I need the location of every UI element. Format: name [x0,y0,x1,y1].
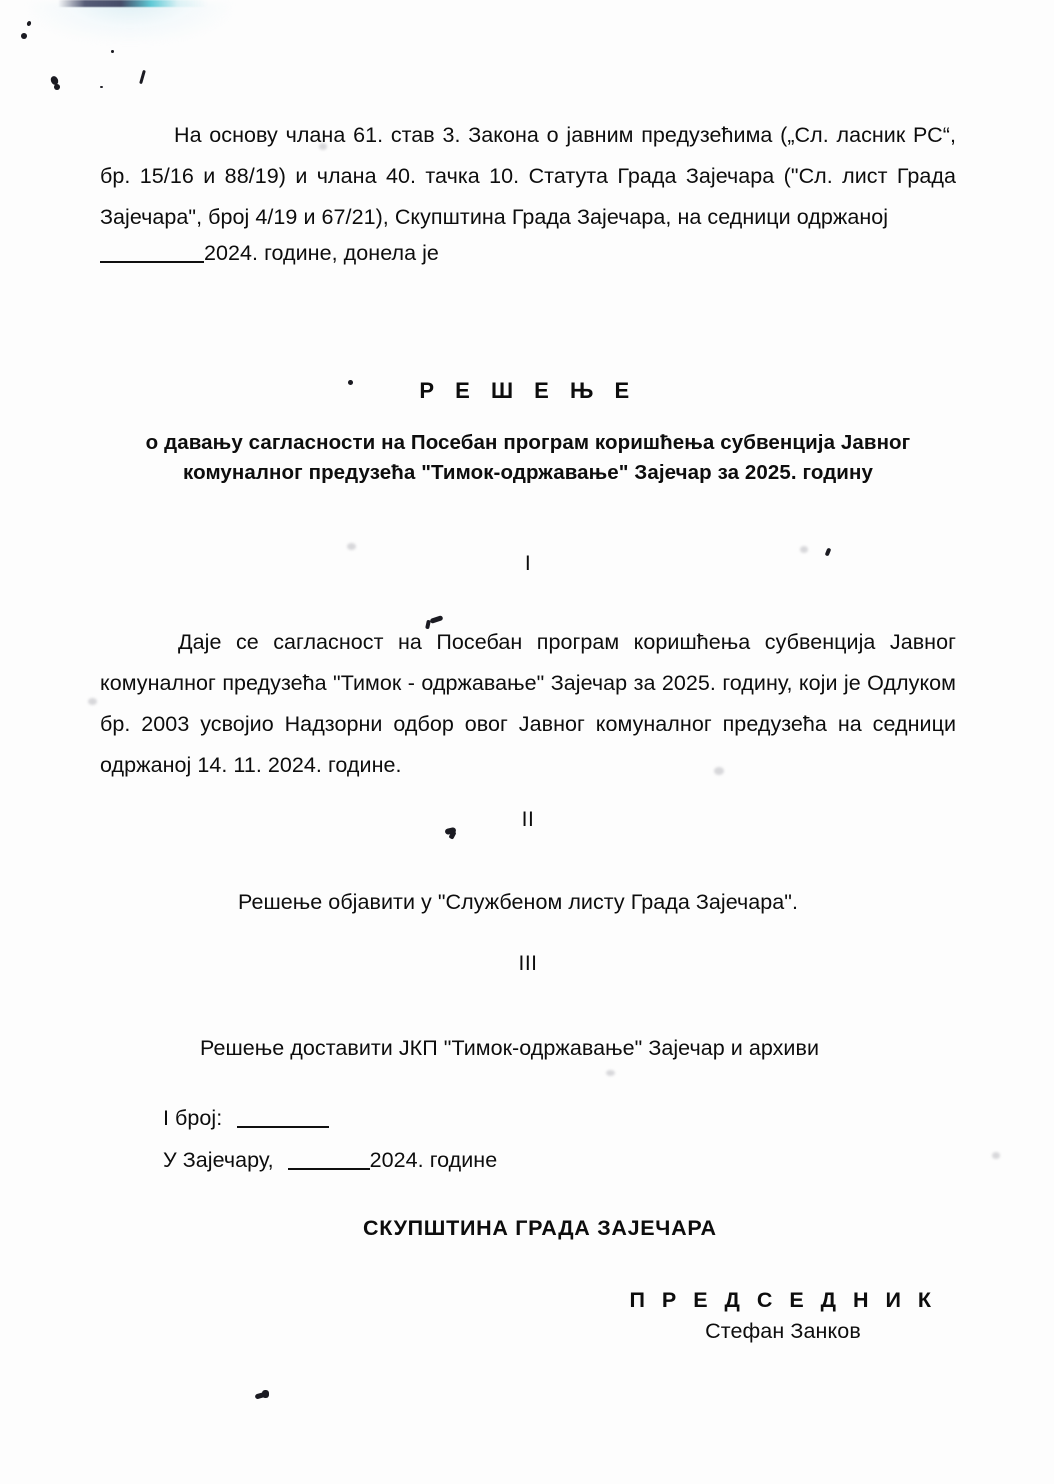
ink-speck [255,1391,268,1399]
document-subtitle-line-1: о давању сагласности на Посебан програм коришћења субвенција Јавног [145,431,911,454]
paper-smudge [347,543,356,550]
preamble-blank-line-row [100,233,956,273]
preamble-text-after-blank: 2024. године, донела је [204,241,439,265]
document-number-label: I број: [163,1106,223,1130]
preamble-paragraph [100,115,956,238]
document-subtitle-line-2: комуналног предузећа "Тимок-одржавање" Зајечар за 2025. годину [183,461,873,484]
section-numeral-1: I [524,552,532,575]
preamble-text-before-blank: На основу члана 61. став 3. Закона о јавним предузећима („Сл. ласник РС“, бр. 15/16 и 88/19) и члана 40. тачка 10. Статута Града Зајечара ("Сл. лист Града Зајечара", број 4/19 и 67/21), Скупштина Града Зајечара, на седници одржаној [100,123,956,229]
ink-speck [262,1390,269,1398]
paper-smudge [992,1152,1000,1159]
document-place-date-blank[interactable] [288,1168,370,1170]
ink-speck [111,50,114,53]
ink-speck [54,84,60,90]
document-subtitle [90,428,966,488]
section-numeral-2: II [521,808,535,831]
paper-smudge [606,1070,615,1076]
document-place-row [163,1140,683,1180]
signature-block [610,1288,956,1344]
section-body-2: Решење објавити у "Службеном листу Града Зајечара". [238,890,799,914]
preamble-date-blank[interactable] [100,261,204,263]
signer-name: Стефан Занков [705,1319,861,1343]
document-year-text: 2024. године [369,1148,498,1172]
signer-role: П Р Е Д С Е Д Н И К [629,1288,937,1312]
section-body-1: Даје се сагласност на Посебан програм коришћења субвенција Јавног комуналног предузећа "Тимок - одржавање" Зајечар за 2025. годину, који је Одлуком бр. 2003 усвојио Надзорни одбор овог Јавног комуналног предузећа на седници одржаној 14. 11. 2024. године. [100,630,956,777]
page-title: Р Е Ш Е Њ Е [419,378,637,403]
section-numeral-3: III [518,952,538,975]
scan-edge-artifact [58,0,208,7]
ink-speck [139,70,146,84]
paper-smudge [88,698,97,705]
section-body-3: Решење доставити ЈКП "Тимок-одржавање" Зајечар и архиви [200,1036,820,1060]
ink-speck [49,75,59,86]
scan-edge-glow [30,2,230,42]
document-number-blank[interactable] [237,1126,329,1128]
ink-speck [100,86,103,88]
document-place-label: У Зајечару, [163,1148,274,1172]
document-number-row [163,1098,663,1138]
issuing-organization: СКУПШТИНА ГРАДА ЗАЈЕЧАРА [363,1216,717,1240]
ink-speck [21,33,27,39]
